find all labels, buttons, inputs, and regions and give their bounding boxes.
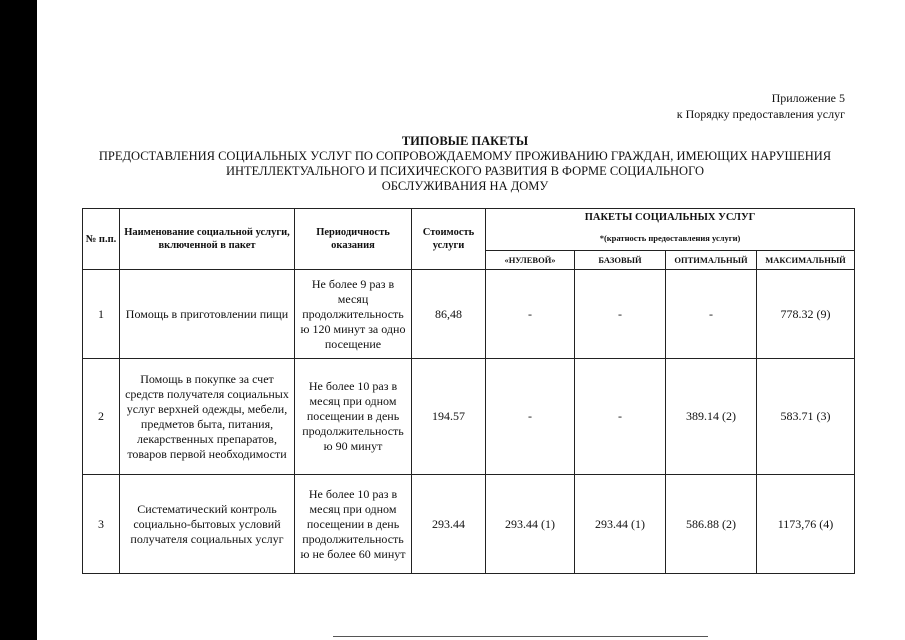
header-packages: [486, 209, 855, 251]
header-period: Периодичность оказания: [295, 209, 412, 270]
cell-period: Не более 9 раз в месяц продолжительность ю 120 минут за одно посещение: [295, 270, 412, 359]
cell-optimal: -: [666, 270, 757, 359]
cell-optimal: 389.14 (2): [666, 359, 757, 475]
title-line-3: ОБСЛУЖИВАНИЯ НА ДОМУ: [381, 179, 549, 193]
cell-zero: -: [486, 270, 575, 359]
page-bottom-rule: [333, 636, 708, 637]
cell-optimal: 586.88 (2): [666, 475, 757, 574]
header-basic: БАЗОВЫЙ: [575, 251, 666, 270]
cell-num: 2: [83, 359, 120, 475]
table-row: [83, 270, 855, 359]
cell-period: Не более 10 раз в месяц при одном посещении в день продолжительность ю не более 60 минут: [295, 475, 412, 574]
header-num: № п.п.: [83, 209, 120, 270]
appendix-note: [677, 90, 845, 122]
cell-max: 1173,76 (4): [757, 475, 855, 574]
cell-cost: 86,48: [412, 270, 486, 359]
cell-basic: -: [575, 270, 666, 359]
header-cost: Стоимость услуги: [412, 209, 486, 270]
title-line-2: ИНТЕЛЛЕКТУАЛЬНОГО И ПСИХИЧЕСКОГО РАЗВИТИЯ В ФОРМЕ СОЦИАЛЬНОГО: [225, 164, 705, 178]
cell-zero: -: [486, 359, 575, 475]
cell-num: 3: [83, 475, 120, 574]
cell-max: 778.32 (9): [757, 270, 855, 359]
cell-name: Помощь в приготовлении пищи: [120, 270, 295, 359]
appendix-line-1: Приложение 5: [771, 91, 845, 105]
header-name: Наименование социальной услуги, включенной в пакет: [120, 209, 295, 270]
title-line-1: ПРЕДОСТАВЛЕНИЯ СОЦИАЛЬНЫХ УСЛУГ ПО СОПРОВОЖДАЕМОМУ ПРОЖИВАНИЮ ГРАЖДАН, ИМЕЮЩИХ НАРУШЕНИЯ: [98, 149, 832, 163]
cell-name: Систематический контроль социально-бытовых условий получателя социальных услуг: [120, 475, 295, 574]
cell-zero: 293.44 (1): [486, 475, 575, 574]
services-table: [82, 208, 855, 574]
cell-cost: 293.44: [412, 475, 486, 574]
table-row: [83, 475, 855, 574]
table-row: [83, 359, 855, 475]
scan-edge: [0, 0, 37, 640]
cell-period: Не более 10 раз в месяц при одном посещении в день продолжительность ю 90 минут: [295, 359, 412, 475]
cell-basic: -: [575, 359, 666, 475]
header-row: [83, 209, 855, 251]
cell-cost: 194.57: [412, 359, 486, 475]
header-zero: «НУЛЕВОЙ»: [486, 251, 575, 270]
header-packages-note: *(кратность предоставления услуги): [599, 233, 741, 243]
header-packages-title: ПАКЕТЫ СОЦИАЛЬНЫХ УСЛУГ: [584, 212, 756, 223]
cell-name: Помощь в покупке за счет средств получателя социальных услуг верхней одежды, мебели, предметов быта, питания, лекарственных препаратов, товаров первой необходимости: [120, 359, 295, 475]
cell-num: 1: [83, 270, 120, 359]
cell-basic: 293.44 (1): [575, 475, 666, 574]
cell-max: 583.71 (3): [757, 359, 855, 475]
appendix-line-2: к Порядку предоставления услуг: [676, 107, 845, 121]
title-heading: ТИПОВЫЕ ПАКЕТЫ: [401, 134, 529, 148]
header-optimal: ОПТИМАЛЬНЫЙ: [666, 251, 757, 270]
header-max: МАКСИМАЛЬНЫЙ: [757, 251, 855, 270]
document-title: [60, 134, 870, 194]
